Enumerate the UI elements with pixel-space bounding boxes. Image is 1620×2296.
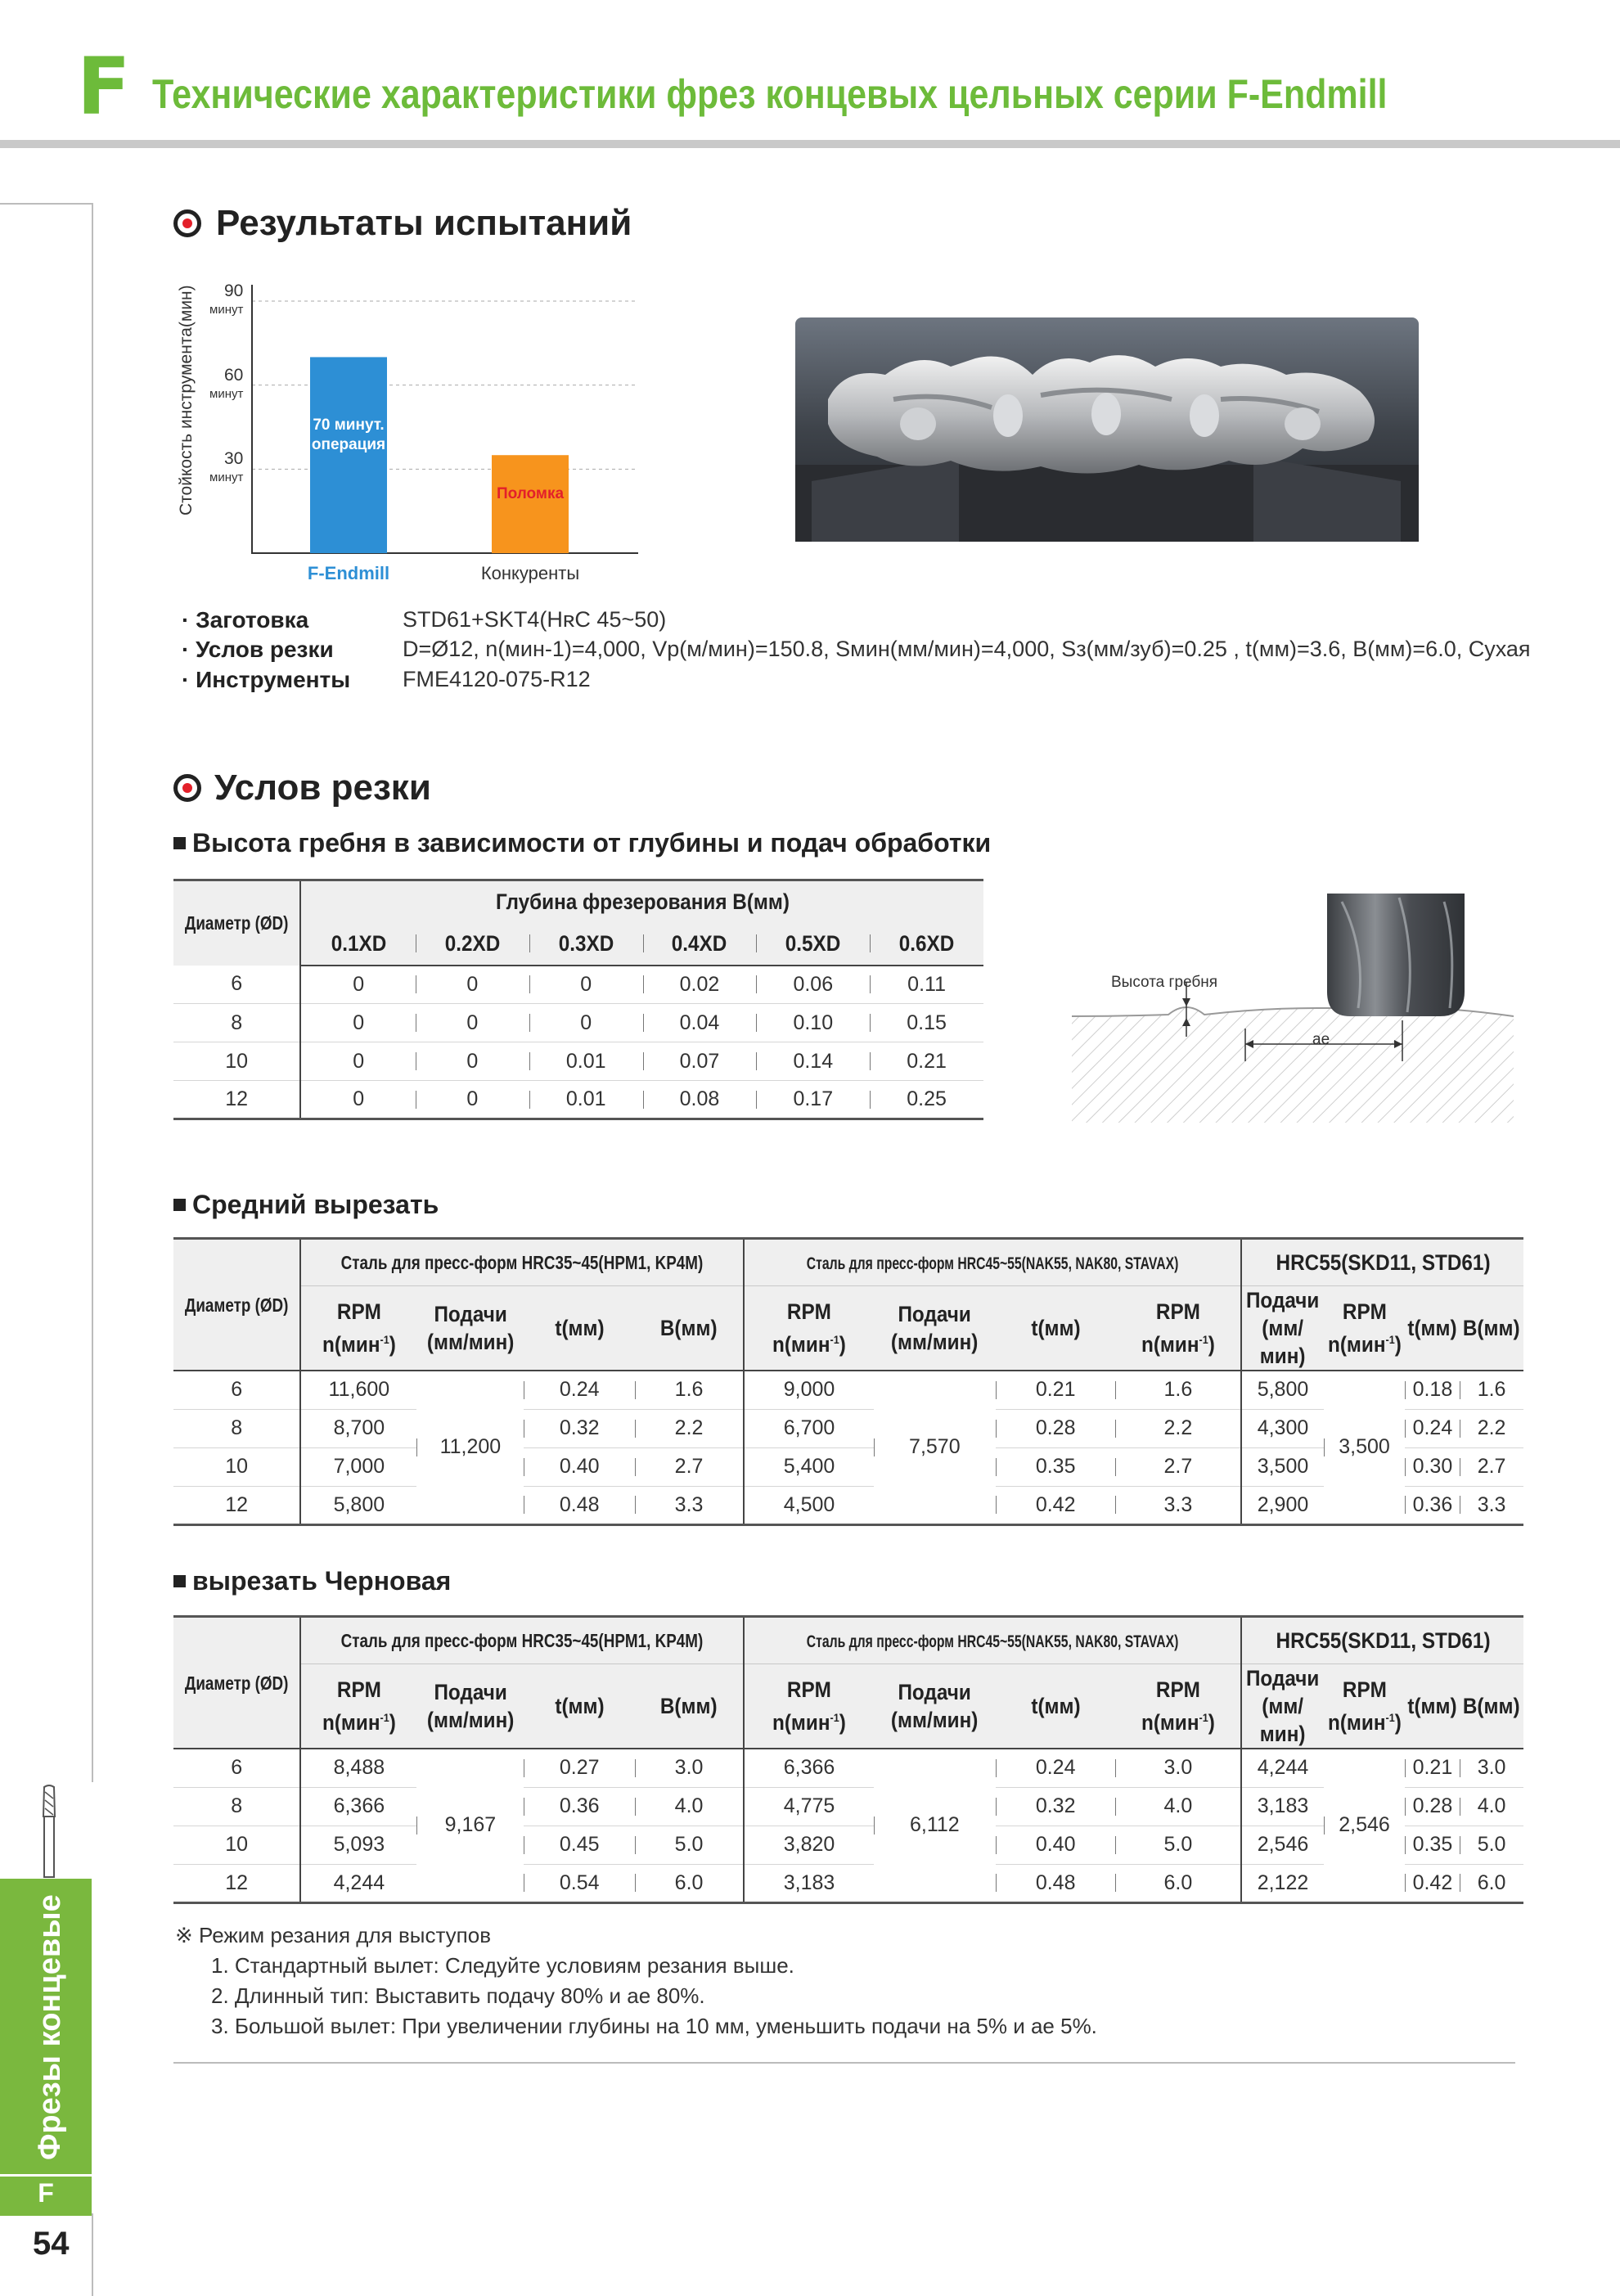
chapter-letter: F xyxy=(77,41,131,133)
col-group-1: Сталь для пресс-форм HRC35~45(HPM1, KP4M) xyxy=(300,1239,744,1286)
table-cell: 11,600 xyxy=(300,1371,416,1409)
table-cell: 0.36 xyxy=(524,1787,634,1826)
table-cell: 0.07 xyxy=(643,1042,757,1081)
table-cell: 2.2 xyxy=(1460,1409,1523,1447)
table-cell: 7,000 xyxy=(300,1447,416,1486)
table-cell: 6,366 xyxy=(300,1787,416,1826)
col-feed: Подачи (мм/мин) xyxy=(416,1286,524,1371)
table-cell: 0 xyxy=(416,1004,529,1042)
table-cell: 0.08 xyxy=(643,1081,757,1119)
table-cell: 8 xyxy=(173,1004,300,1042)
col-t: t(мм) xyxy=(996,1664,1116,1749)
table-cell: 0.21 xyxy=(996,1371,1116,1409)
col-feed: Подачи (мм/мин) xyxy=(874,1664,996,1749)
section-bullet-icon xyxy=(173,774,201,802)
table-cell: 0.14 xyxy=(756,1042,870,1081)
table-row xyxy=(173,1864,1523,1902)
col-b: B(мм) xyxy=(1460,1286,1523,1371)
table-cell: 5.0 xyxy=(1460,1826,1523,1864)
table-cell: 0.42 xyxy=(996,1486,1116,1524)
table-cell: 0.04 xyxy=(643,1004,757,1042)
feed-cell: 11,200 xyxy=(416,1371,524,1524)
table-cell: 6,366 xyxy=(744,1749,874,1787)
table-cell: 0.11 xyxy=(870,966,983,1004)
col-b: B(мм) xyxy=(635,1286,744,1371)
feed-cell: 2,546 xyxy=(1324,1749,1406,1902)
left-frame-top xyxy=(0,203,93,205)
notes-divider xyxy=(173,2062,1515,2064)
table-cell: 9,000 xyxy=(744,1371,874,1409)
table-cell: 6 xyxy=(173,1749,300,1787)
table-cell: 10 xyxy=(173,1042,300,1081)
table-row xyxy=(173,1042,983,1081)
col-b: B(мм) xyxy=(1460,1664,1523,1749)
table-cell: 0.06 xyxy=(756,966,870,1004)
table-cell: 0.24 xyxy=(524,1371,634,1409)
chart-bar-label: 70 минут. операция xyxy=(311,416,386,454)
subtitle-medium: Средний вырезать xyxy=(173,1190,439,1220)
chart-ytick-unit: минут xyxy=(209,303,244,317)
table-cell: 12 xyxy=(173,1486,300,1524)
table-cell: 0.45 xyxy=(524,1826,634,1864)
table-cell: 4,775 xyxy=(744,1787,874,1826)
col-rpm: RPM n(мин$^{-1}$) xyxy=(300,1286,416,1371)
table-cell: 8,700 xyxy=(300,1409,416,1447)
col-t: t(мм) xyxy=(1405,1664,1460,1749)
table-cell: 0.32 xyxy=(524,1409,634,1447)
col-group-1: Сталь для пресс-форм HRC35~45(HPM1, KP4M) xyxy=(300,1617,744,1664)
col-group-3: HRC55(SKD11, STD61) xyxy=(1241,1617,1523,1664)
table-cell: 2.2 xyxy=(1115,1409,1241,1447)
table-cell: 3.3 xyxy=(1460,1486,1523,1524)
table-cell: 0 xyxy=(416,1081,529,1119)
table-cell: 6.0 xyxy=(635,1864,744,1902)
page-title: Технические характеристики фрез концевых цельных серии F-Endmill xyxy=(152,71,1388,117)
col-rpm: RPM n(мин$^{-1}$) xyxy=(1115,1286,1241,1371)
table-cell: 0.21 xyxy=(1405,1749,1460,1787)
table-cell: 0.10 xyxy=(756,1004,870,1042)
table-cell: 2.7 xyxy=(1460,1447,1523,1486)
col-rpm: RPM n(мин$^{-1}$) xyxy=(744,1286,874,1371)
chart-ylabel: Стойкость инструмента(мин) xyxy=(177,285,196,515)
table-cell: 8,488 xyxy=(300,1749,416,1787)
table-cell: 5,800 xyxy=(300,1486,416,1524)
table-cell: 3,820 xyxy=(744,1826,874,1864)
table-cell: 2.7 xyxy=(1115,1447,1241,1486)
table-row xyxy=(173,1486,1523,1524)
col-rpm: RPM n(мин$^{-1}$) xyxy=(300,1664,416,1749)
feed-cell: 6,112 xyxy=(874,1749,996,1902)
col-t: t(мм) xyxy=(524,1664,634,1749)
header-divider xyxy=(0,140,1620,148)
col-rpm: RPM n(мин$^{-1}$) xyxy=(1324,1664,1406,1749)
chart-ytick-unit: минут xyxy=(209,470,244,485)
sidebar-letter: F xyxy=(38,2178,54,2208)
table-cell: 0.01 xyxy=(529,1042,643,1081)
table-row xyxy=(173,1081,983,1119)
subtitle-rough: вырезать Черновая xyxy=(173,1566,451,1596)
table-cell: 3.0 xyxy=(635,1749,744,1787)
note-item: 1. Стандартный вылет: Следуйте условиям резания выше. xyxy=(211,1953,794,1978)
table-cell: 4.0 xyxy=(1460,1787,1523,1826)
ridge-height-diagram xyxy=(1072,894,1514,1123)
diagram-ridge-label: Высота гребня xyxy=(1111,974,1218,991)
left-frame-line xyxy=(92,203,93,1782)
table-cell: 12 xyxy=(173,1864,300,1902)
table-cell: 6,700 xyxy=(744,1409,874,1447)
notes-title: ※ Режим резания для выступов xyxy=(175,1923,492,1947)
table-row xyxy=(173,966,983,1004)
table-cell: 0 xyxy=(300,1004,416,1042)
table-cell: 4,244 xyxy=(1241,1749,1323,1787)
table-cell: 0 xyxy=(300,966,416,1004)
chart-ytick-label: 30 xyxy=(224,449,244,469)
table-cell: 0.35 xyxy=(1405,1826,1460,1864)
table-cell: 0.27 xyxy=(524,1749,634,1787)
medium-cutting-table xyxy=(173,1237,1523,1526)
table-cell: 0.21 xyxy=(870,1042,983,1081)
table-row xyxy=(173,1787,1523,1826)
col-diameter: Диаметр (ØD) xyxy=(173,880,300,966)
feed-cell: 3,500 xyxy=(1324,1371,1406,1524)
table-cell: 3,183 xyxy=(1241,1787,1323,1826)
spec-value: D=Ø12, n(мин-1)=4,000, Vp(м/мин)=150.8, Sмин(мм/мин)=4,000, Sз(мм/зуб)=0.25 , t(мм)=3.6, B(мм)=6.0, Сухая xyxy=(403,637,1531,661)
page-number: 54 xyxy=(33,2226,70,2262)
table-cell: 3.3 xyxy=(1115,1486,1241,1524)
col-t: t(мм) xyxy=(1405,1286,1460,1371)
table-cell: 10 xyxy=(173,1826,300,1864)
rough-cutting-table xyxy=(173,1615,1523,1904)
table-cell: 0 xyxy=(300,1042,416,1081)
chart-category-label: Конкуренты xyxy=(480,563,580,583)
table-cell: 3.3 xyxy=(635,1486,744,1524)
col-feed: Подачи (мм/мин) xyxy=(1241,1664,1323,1749)
table-cell: 0.24 xyxy=(996,1749,1116,1787)
col-group-depth: Глубина фрезерования B(мм) xyxy=(300,880,983,923)
table-cell: 0 xyxy=(529,966,643,1004)
machined-part-photo xyxy=(795,317,1419,542)
table-cell: 0.40 xyxy=(996,1826,1116,1864)
page-number-line xyxy=(92,2213,93,2296)
table-cell: 0.24 xyxy=(1405,1409,1460,1447)
table-cell: 8 xyxy=(173,1409,300,1447)
chart-ytick-label: 60 xyxy=(224,365,244,385)
table-row xyxy=(173,1447,1523,1486)
chart-category-label: F-Endmill xyxy=(307,563,390,583)
table-cell: 4.0 xyxy=(635,1787,744,1826)
diagram-ae-label: ae xyxy=(1312,1031,1330,1048)
col-t: t(мм) xyxy=(524,1286,634,1371)
table-cell: 3,183 xyxy=(744,1864,874,1902)
section-title-cutting: Услов резки xyxy=(214,768,431,808)
table-row xyxy=(173,1409,1523,1447)
col-feed: Подачи (мм/мин) xyxy=(874,1286,996,1371)
table-row xyxy=(173,1749,1523,1787)
table-cell: 0.28 xyxy=(1405,1787,1460,1826)
section-title-test: Результаты испытаний xyxy=(216,203,632,243)
table-cell: 6 xyxy=(173,1371,300,1409)
table-cell: 10 xyxy=(173,1447,300,1486)
table-cell: 5.0 xyxy=(635,1826,744,1864)
table-cell: 5,800 xyxy=(1241,1371,1323,1409)
section-bullet-icon xyxy=(173,209,201,237)
table-cell: 4,300 xyxy=(1241,1409,1323,1447)
table-cell: 0.48 xyxy=(524,1486,634,1524)
col-rpm: RPM n(мин$^{-1}$) xyxy=(744,1664,874,1749)
table-cell: 0 xyxy=(416,1042,529,1081)
note-item: 3. Большой вылет: При увеличении глубины на 10 мм, уменьшить подачи на 5% и ae 5%. xyxy=(211,2014,1097,2038)
table-cell: 1.6 xyxy=(1115,1371,1241,1409)
col-diameter: Диаметр (ØD) xyxy=(173,1239,300,1371)
table-cell: 5.0 xyxy=(1115,1826,1241,1864)
table-cell: 0 xyxy=(300,1081,416,1119)
table-cell: 6.0 xyxy=(1115,1864,1241,1902)
table-cell: 12 xyxy=(173,1081,300,1119)
table-row xyxy=(173,1004,983,1042)
table-cell: 0.02 xyxy=(643,966,757,1004)
feed-cell: 9,167 xyxy=(416,1749,524,1902)
chart-ytick-label: 90 xyxy=(224,281,244,300)
spec-key: · Услов резки xyxy=(182,637,334,662)
table-cell: 3.0 xyxy=(1115,1749,1241,1787)
col-t: t(мм) xyxy=(996,1286,1116,1371)
table-cell: 0.15 xyxy=(870,1004,983,1042)
table-row xyxy=(173,1826,1523,1864)
table-cell: 0.54 xyxy=(524,1864,634,1902)
table-cell: 0.25 xyxy=(870,1081,983,1119)
col-feed: Подачи (мм/мин) xyxy=(1241,1286,1323,1371)
feed-cell: 7,570 xyxy=(874,1371,996,1524)
sidebar-tab-label: Фрезы концевые xyxy=(33,1894,67,2160)
table-cell: 0.28 xyxy=(996,1409,1116,1447)
table-cell: 4,500 xyxy=(744,1486,874,1524)
table-cell: 0.17 xyxy=(756,1081,870,1119)
table-cell: 0.48 xyxy=(996,1864,1116,1902)
col-group-3: HRC55(SKD11, STD61) xyxy=(1241,1239,1523,1286)
table-cell: 2.7 xyxy=(635,1447,744,1486)
table-cell: 2,546 xyxy=(1241,1826,1323,1864)
table-row xyxy=(173,1371,1523,1409)
subtitle-ridge: Высота гребня в зависимости от глубины и подач обработки xyxy=(173,828,991,858)
col-rpm: RPM n(мин$^{-1}$) xyxy=(1115,1664,1241,1749)
spec-value: STD61+SKT4(HʀC 45~50) xyxy=(403,607,667,632)
table-cell: 0 xyxy=(416,966,529,1004)
table-cell: 2.2 xyxy=(635,1409,744,1447)
table-cell: 0.30 xyxy=(1405,1447,1460,1486)
table-cell: 4,244 xyxy=(300,1864,416,1902)
table-cell: 8 xyxy=(173,1787,300,1826)
spec-key: · Заготовка xyxy=(182,607,309,633)
col-group-2: Сталь для пресс-форм HRC45~55(NAK55, NAK80, STAVAX) xyxy=(744,1239,1241,1286)
table-cell: 3,500 xyxy=(1241,1447,1323,1486)
chart-bar-label: Поломка xyxy=(496,485,565,503)
table-cell: 0 xyxy=(529,1004,643,1042)
table-cell: 4.0 xyxy=(1115,1787,1241,1826)
ridge-height-table: Диаметр (ØD) Глубина фрезерования B(мм) 0.1XD 0.2XD 0.3XD 0.4XD 0.5XD 0.6XD 6 0 0 0 0.02 0.06 0.11 8 0 0 0 0.04 0.10 0.15 10 0 0 0.01 0.07 0.14 0.21 12 0 0 0.01 0.08 0.17 0.25 xyxy=(173,879,983,1120)
chart-ytick-unit: минут xyxy=(209,386,244,401)
spec-value: FME4120-075-R12 xyxy=(403,667,591,691)
spec-key: · Инструменты xyxy=(182,667,351,692)
table-cell: 0.42 xyxy=(1405,1864,1460,1902)
table-cell: 0.18 xyxy=(1405,1371,1460,1409)
table-cell: 1.6 xyxy=(635,1371,744,1409)
endmill-icon xyxy=(33,1784,65,1879)
table-cell: 0.32 xyxy=(996,1787,1116,1826)
table-cell: 3.0 xyxy=(1460,1749,1523,1787)
table-cell: 2,900 xyxy=(1241,1486,1323,1524)
table-cell: 0.35 xyxy=(996,1447,1116,1486)
table-cell: 0.01 xyxy=(529,1081,643,1119)
col-feed: Подачи (мм/мин) xyxy=(416,1664,524,1749)
table-cell: 0.36 xyxy=(1405,1486,1460,1524)
table-cell: 5,400 xyxy=(744,1447,874,1486)
col-group-2: Сталь для пресс-форм HRC45~55(NAK55, NAK80, STAVAX) xyxy=(744,1617,1241,1664)
col-rpm: RPM n(мин$^{-1}$) xyxy=(1324,1286,1406,1371)
table-cell: 6.0 xyxy=(1460,1864,1523,1902)
table-cell: 1.6 xyxy=(1460,1371,1523,1409)
table-cell: 0.40 xyxy=(524,1447,634,1486)
table-cell: 2,122 xyxy=(1241,1864,1323,1902)
note-item: 2. Длинный тип: Выставить подачу 80% и ae 80%. xyxy=(211,1983,705,2008)
table-cell: 5,093 xyxy=(300,1826,416,1864)
chart-plot xyxy=(245,278,646,556)
table-cell: 6 xyxy=(173,966,300,1004)
col-diameter: Диаметр (ØD) xyxy=(173,1617,300,1749)
col-b: B(мм) xyxy=(635,1664,744,1749)
